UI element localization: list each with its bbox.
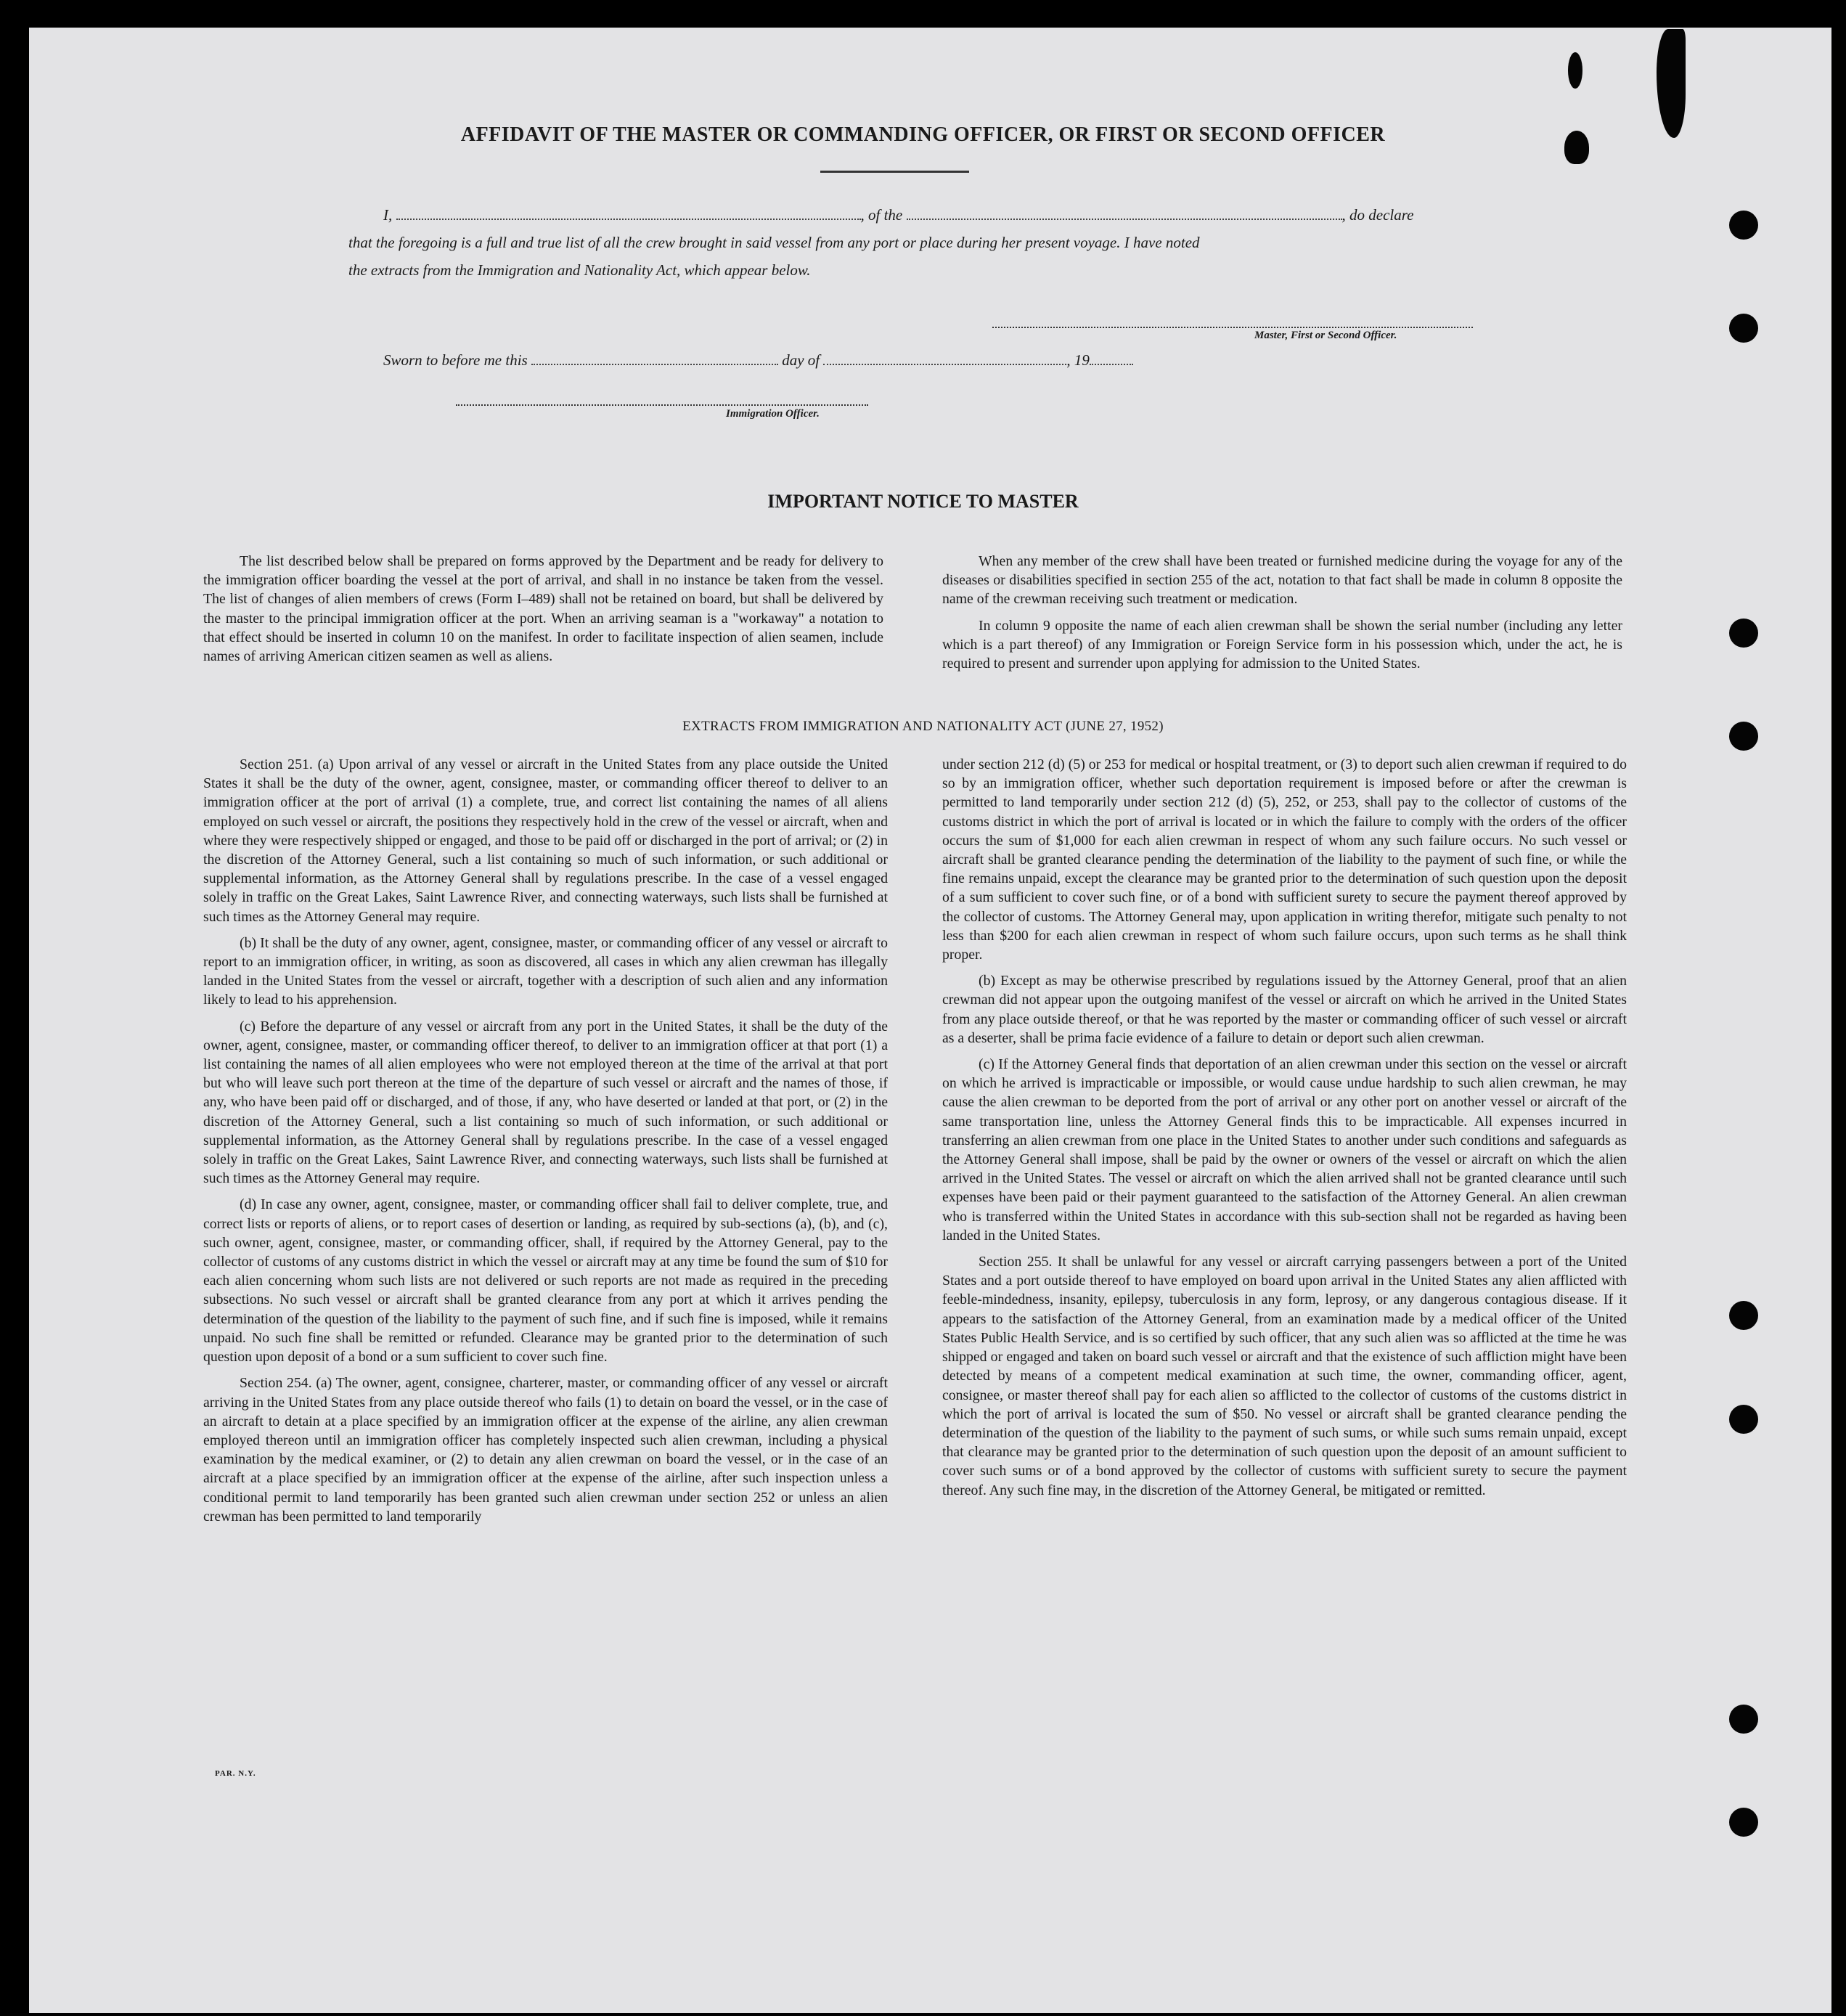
year-label: , 19 [1066,351,1090,369]
day-of-label: day of [782,351,820,369]
punch-hole [1729,1808,1758,1837]
officer-signature-caption: Immigration Officer. [726,408,820,420]
extracts-right-column [942,755,1627,1507]
notice-paragraph: In column 9 opposite the name of each alien crewman shall be shown the serial number (including any letter which is a part thereof) of any Immigration or Foreign Service form in his possession which, under the act, he is required to present and surrender upon applying for admission to the United States. [942,617,1622,672]
punch-hole [1729,1301,1758,1330]
sworn-day-blank[interactable] [531,358,778,365]
statute-paragraph: (b) It shall be the duty of any owner, agent, consignee, master, or commanding officer of any vessel or aircraft to report to an immigration officer, in writing, as soon as discovered, all cases in which any alien crewman has illegally landed in the United States from the vessel or aircraft, together with a description of such alien and any information likely to lead to his apprehension. [203,934,888,1008]
sworn-month-blank[interactable] [823,358,1066,365]
master-signature-line[interactable] [992,327,1473,328]
punch-hole [1729,619,1758,648]
statute-paragraph: Section 255. It shall be unlawful for any vessel or aircraft carrying passengers between a port of the United States and a port outside thereof to have employed on board upon arrival in the United States any alien afflicted with feeble-mindedness, insanity, epilepsy, tuberculosis in any form, leprosy, or any dangerous contagious disease. If it appears to the satisfaction of the Attorney General, from an examination made by a medical officer of the United States Public Health Service, and is so certified by such officer, that any such alien was so afflicted at the time he was shipped or engaged and taken on board such vessel or aircraft and that the existence of such affliction might have been detected by means of a competent medical examination at such time, the owner, commanding officer, agent, consignee, or master thereof shall pay for each alien so afflicted to the collector of customs of the customs district in which the port of arrival is located the sum of $50. No vessel or aircraft shall be granted clearance pending the determination of the question of the liability to the payment of such sums, or while such sums remain unpaid, except that clearance may be granted prior to the determination of such question upon the deposit of an amount sufficient to cover such sums or of a bond approved by the collector of customs with sufficient surety to secure the payment thereof. Any such fine may, in the discretion of the Attorney General, be mitigated or remitted. [942,1254,1627,1498]
declaration-do-declare: , do declare [1341,206,1414,224]
statute-paragraph: (c) If the Attorney General finds that deportation of an alien crewman under this section on the vessel or aircraft on which he arrived is impracticable or impossible, or would cause undue hardship to such alien crewman, he may cause the alien crewman to be deported from the port of arrival or any other port on another vessel or aircraft of the same transportation line, unless the Attorney General finds this to be impracticable. All expenses incurred in transferring an alien crewman from one place in the United States to another under such conditions and safeguards as the Attorney General shall impose, shall be paid by the owner or owners of the vessel or aircraft on which the alien arrived in the United States. The vessel or aircraft on which the alien arrived shall not be granted clearance until such expenses have been paid or their payment guaranteed to the satisfaction of the Attorney General. An alien crewman who is transferred within the United States in accordance with this sub-section shall not be regarded as having been landed in the United States. [942,1056,1627,1244]
punch-hole [1729,211,1758,240]
affidavit-title: AFFIDAVIT OF THE MASTER OR COMMANDING OFFICER, OR FIRST OR SECOND OFFICER [460,123,1386,146]
extracts-title: EXTRACTS FROM IMMIGRATION AND NATIONALITY ACT (JUNE 27, 1952) [682,719,1164,734]
declaration-line [383,206,1413,224]
officer-signature-line[interactable] [456,404,868,406]
printer-mark: PAR. N.Y. [215,1769,256,1778]
statute-paragraph: (d) In case any owner, agent, consignee, master, or commanding officer shall fail to deliver complete, true, and correct lists or reports of aliens, or to report cases of desertion or landing, as required by sub-sections (a), (b), and (c), such owner, agent, consignee, master, or commanding officer, shall, if required by the Attorney General, pay to the collector of customs of any customs district in which the vessel or aircraft may at any time be found the sum of $10 for each alien concerning whom such lists are not delivered or such reports are not made as required in the preceding subsections. No such vessel or aircraft shall be granted clearance from any port at which it arrives pending the determination of the question of the liability to the payment of such fine, and if such fine is imposed, while it remains unpaid. No such fine shall be remitted or refunded. Clearance may be granted prior to the determination of such question upon deposit of a bond or a sum sufficient to cover such fine. [203,1196,888,1366]
vessel-blank[interactable] [907,213,1342,220]
declaration-text-2: that the foregoing is a full and true list of all the crew brought in said vessel from any port or place during her present voyage. I have noted [348,234,1200,251]
notice-paragraph: When any member of the crew shall have been treated or furnished medicine during the voyage for any of the diseases or disabilities specified in section 255 of the act, notation to that fact shall be made in column 8 opposite the name of the crewman receiving such treatment or medication. [942,553,1622,608]
statute-paragraph: Section 251. (a) Upon arrival of any vessel or aircraft in the United States from any place outside the United States it shall be the duty of the owner, agent, consignee, master, or commanding officer thereof to deliver to an immigration officer at the port of arrival (1) a complete, true, and correct list containing the names of all aliens employed on such vessel or aircraft, the positions they respectively hold in the crew of the vessel or aircraft, when and where they were respectively shipped or engaged, and those to be paid off or discharged in the port of arrival; or (2) in the discretion of the Attorney General, such a list containing so much of such information, or such additional or supplemental information, as the Attorney General shall by regulations prescribe. In the case of a vessel engaged solely in traffic on the Great Lakes, Saint Lawrence River, and connecting waterways, such lists shall be furnished at such times as the Attorney General may require. [203,756,888,925]
statute-paragraph: (b) Except as may be otherwise prescribed by regulations issued by the Attorney General, proof that an alien crewman did not appear upon the outgoing manifest of the vessel or aircraft on which he arrived in the United States from any place outside thereof, or that he was reported by the master or commanding officer of such vessel or aircraft as a deserter, shall be prima facie evidence of a failure to detain or deport such alien crewman. [942,973,1627,1046]
punch-hole [1729,1705,1758,1734]
title-rule [820,171,969,173]
sworn-label: Sworn to before me this [383,351,528,369]
notice-right-column [942,552,1622,680]
page-tear [1568,52,1582,89]
notice-paragraph: The list described below shall be prepared on forms approved by the Department and be ready for delivery to the immigration officer boarding the vessel at the port of arrival, and shall in no instance be taken from the vessel. The list of changes of alien members of crews (Form I–489) shall not be retained on board, but shall be delivered by the master to the principal immigration officer at the port. When an arriving seaman is a "workaway" a notation to that effect should be inserted in column 10 on the manifest. In order to facilitate inspection of alien seamen, include names of arriving American citizen seamen as well as aliens. [203,553,883,665]
punch-hole [1729,1405,1758,1434]
sworn-line [383,351,1133,370]
punch-hole [1729,314,1758,343]
extracts-left-column [203,755,888,1533]
statute-paragraph: (c) Before the departure of any vessel or aircraft from any port in the United States, it shall be the duty of the owner, agent, consignee, master, or commanding officer thereof, to deliver to an immigration officer at that port (1) a list containing the names of all alien employees who were not employed thereon at the time of the arrival at that port but who will leave such port thereon at the time of the departure of such vessel or aircraft and the names of those, if any, who have been paid off or discharged, and of those, if any, who have deserted or landed at that port, or (2) in the discretion of the Attorney General, such a list containing so much of such information, or such additional or supplemental information, as the Attorney General shall by regulations prescribe. In the case of a vessel engaged solely in traffic on the Great Lakes, Saint Lawrence River, and connecting waterways, such lists shall be furnished at such times as the Attorney General may require. [203,1018,888,1187]
notice-left-column [203,552,883,673]
sworn-year-blank[interactable] [1090,358,1133,365]
declaration-text-3: the extracts from the Immigration and Nationality Act, which appear below. [348,261,811,279]
name-blank[interactable] [396,213,861,220]
statute-paragraph: Section 254. (a) The owner, agent, consignee, charterer, master, or commanding officer of any vessel or aircraft arriving in the United States from any place outside thereof who fails (1) to detain on board the vessel, or in the case of an aircraft to detain at a place specified by an immigration officer at the expense of the airline, any alien crewman employed thereon until an immigration officer has completely inspected such alien crewman, including a physical examination by the medical examiner, or (2) to detain any alien crewman on board the vessel, or in the case of an aircraft at a place specified by an immigration officer at the expense of the airline, after such inspection unless a conditional permit to land temporarily has been granted such alien crewman under section 252 or unless an alien crewman has been permitted to land temporarily [203,1375,888,1525]
notice-title: IMPORTANT NOTICE TO MASTER [767,491,1079,512]
declaration-of-the: , of the [860,206,903,224]
declaration-i: I, [383,206,393,224]
statute-paragraph: under section 212 (d) (5) or 253 for medical or hospital treatment, or (3) to deport such alien crewman if required to do so by an immigration officer, whether such deportation requirement is imposed before or after the crewman is permitted to land temporarily under section 212 (d) (5), 252, or 253, shall pay to the collector of customs of the customs district in which the port of arrival is located or in which the failure to comply with the orders of the officer occurs the sum of $1,000 for each alien crewman in respect of whom any such failure occurs. No such vessel or aircraft shall be granted clearance pending the determination of the liability to the payment of such fine, or while the fine remains unpaid, except the clearance may be granted prior to the determination of such question upon the deposit of a sum sufficient to cover such fine, or of a bond with sufficient surety to secure the payment thereof approved by the collector of customs. The Attorney General may, upon application in writing therefor, mitigate such penalty to not less than $200 for each alien crewman in respect of whom such failure occurs, upon such terms as he shall think proper. [942,756,1627,963]
master-signature-caption: Master, First or Second Officer. [1254,330,1397,341]
